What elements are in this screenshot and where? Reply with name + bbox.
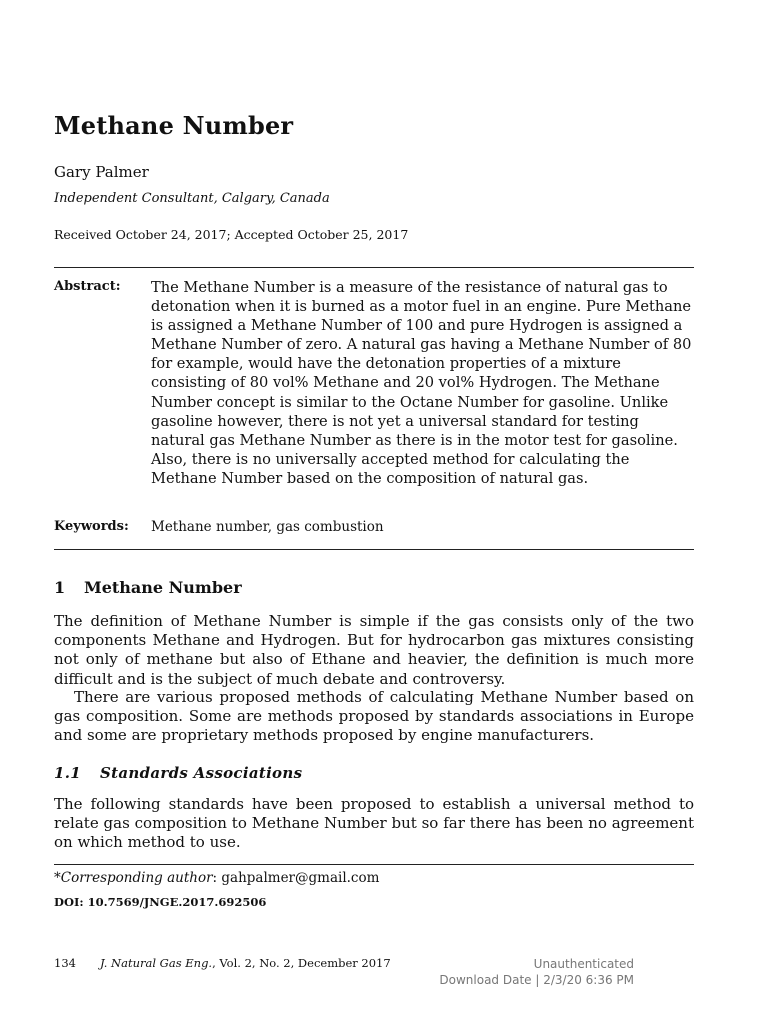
- corresponding-email[interactable]: gahpalmer@gmail.com: [221, 870, 380, 886]
- section-heading-1-1: [54, 764, 302, 782]
- abstract-label: Abstract:: [54, 279, 121, 294]
- section-title: Methane Number: [84, 578, 242, 597]
- abstract-text: The Methane Number is a measure of the resistance of natural gas to detonation when it is burned as a motor fuel in an engine. Pure Methane is assigned a Methane Number of 100 and pure Hydrogen is assigned a Methane Number of zero. A natural gas having a Methane Number of 80 for example, would have the detonation properties of a mixture consisting of 80 vol% Methane and 20 vol% Hydrogen. The Methane Number concept is similar to the Octane Number for gasoline. Unlike gasoline however, there is not yet a universal standard for testing natural gas Methane Number as there is in the motor test for gasoline. Also, there is no universally accepted method for calculating the Methane Number based on the composition of natural gas.: [151, 279, 692, 487]
- subsection-number: 1.1: [54, 764, 81, 782]
- access-watermark: [430, 956, 634, 988]
- section-number: 1: [54, 578, 66, 597]
- keywords-text: Methane number, gas combustion: [151, 519, 384, 535]
- corresponding-colon: :: [212, 870, 222, 886]
- footnote-rule: [54, 864, 694, 865]
- paper-title: Methane Number: [54, 111, 294, 140]
- page-footer: [54, 956, 391, 970]
- abstract-top-rule: [54, 267, 694, 268]
- journal-name: J. Natural Gas Eng.: [100, 956, 213, 970]
- watermark-line-1: Unauthenticated: [533, 957, 634, 971]
- section1-paragraph-1: The definition of Methane Number is simple if the gas consists only of the two components Methane and Hydrogen. But for hydrocarbon gas mixtures consisting not only of methane but also of Ethane and heavier, the definition is much more difficult and is the subject of much debate and controversy.: [54, 612, 694, 688]
- doi: DOI: 10.7569/JNGE.2017.692506: [54, 895, 267, 909]
- author-affiliation: Independent Consultant, Calgary, Canada: [54, 191, 330, 206]
- page-number: 134: [54, 956, 76, 970]
- section11-paragraph-1: The following standards have been proposed to establish a universal method to relate gas composition to Methane Number but so far there has been no agreement on which method to use.: [54, 795, 694, 852]
- received-dates: Received October 24, 2017; Accepted October 25, 2017: [54, 227, 409, 242]
- section1-paragraph-2: There are various proposed methods of calculating Methane Number based on gas composition. Some are methods proposed by standards associations in Europe and some are proprietary methods proposed by engine manufacturers.: [54, 688, 694, 745]
- watermark-line-2: Download Date | 2/3/20 6:36 PM: [439, 973, 634, 987]
- subsection-title: Standards Associations: [100, 764, 303, 782]
- corresponding-label: *Corresponding author: [54, 870, 213, 886]
- abstract-bottom-rule: [54, 549, 694, 550]
- journal-volume: , Vol. 2, No. 2, December 2017: [212, 956, 391, 970]
- section-heading-1: [54, 578, 242, 597]
- corresponding-author: [54, 870, 379, 886]
- keywords-label: Keywords:: [54, 519, 129, 534]
- author-name: Gary Palmer: [54, 163, 149, 181]
